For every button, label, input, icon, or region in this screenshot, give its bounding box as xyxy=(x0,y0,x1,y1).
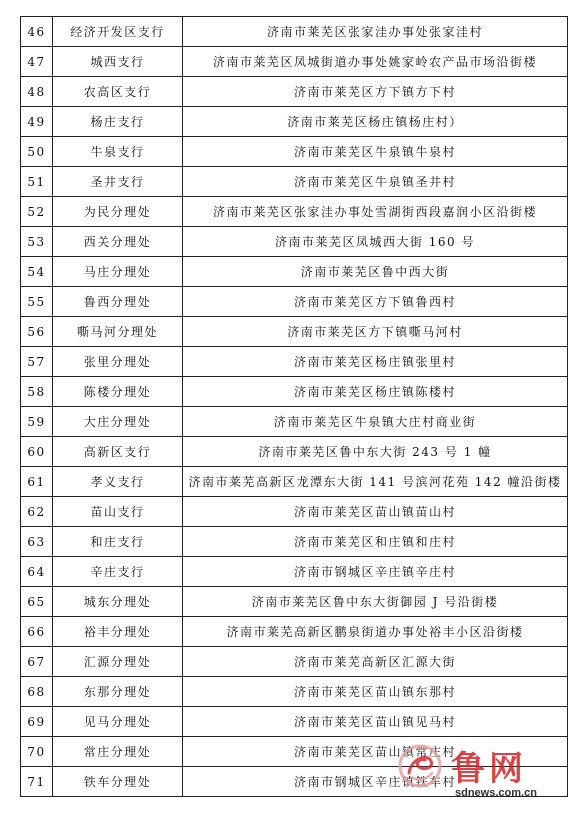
table-row xyxy=(21,167,568,197)
branch-address: 济南市莱芜区鲁中西大街 xyxy=(183,257,568,287)
table-row xyxy=(21,467,568,497)
branch-address: 济南市钢城区辛庄镇辛庄村 xyxy=(183,557,568,587)
table-row xyxy=(21,107,568,137)
branch-address: 济南市莱芜区牛泉镇圣井村 xyxy=(183,167,568,197)
branch-address: 济南市莱芜区杨庄镇杨庄村） xyxy=(183,107,568,137)
row-number: 49 xyxy=(21,107,53,137)
table-row xyxy=(21,437,568,467)
branch-name: 苗山支行 xyxy=(53,497,183,527)
table-row xyxy=(21,557,568,587)
branch-address: 济南市莱芜区苗山镇见马村 xyxy=(183,707,568,737)
row-number: 54 xyxy=(21,257,53,287)
row-number: 57 xyxy=(21,347,53,377)
branch-name: 西关分理处 xyxy=(53,227,183,257)
table-row xyxy=(21,47,568,77)
row-number: 56 xyxy=(21,317,53,347)
branch-name: 城西支行 xyxy=(53,47,183,77)
row-number: 66 xyxy=(21,617,53,647)
branch-address: 济南市莱芜区牛泉镇牛泉村 xyxy=(183,137,568,167)
branch-name: 常庄分理处 xyxy=(53,737,183,767)
branch-name: 东那分理处 xyxy=(53,677,183,707)
branch-address: 济南市莱芜区牛泉镇大庄村商业街 xyxy=(183,407,568,437)
row-number: 50 xyxy=(21,137,53,167)
row-number: 58 xyxy=(21,377,53,407)
row-number: 70 xyxy=(21,737,53,767)
branch-address: 济南市莱芜区凤城西大街 160 号 xyxy=(183,227,568,257)
table-row xyxy=(21,197,568,227)
watermark-url: sdnews.com.cn xyxy=(455,787,537,799)
table-row xyxy=(21,347,568,377)
table-row xyxy=(21,647,568,677)
row-number: 71 xyxy=(21,767,53,797)
table-row xyxy=(21,137,568,167)
branch-name: 辛庄支行 xyxy=(53,557,183,587)
table-row xyxy=(21,587,568,617)
branch-name: 鲁西分理处 xyxy=(53,287,183,317)
branch-name: 农高区支行 xyxy=(53,77,183,107)
row-number: 64 xyxy=(21,557,53,587)
row-number: 62 xyxy=(21,497,53,527)
branch-name: 汇源分理处 xyxy=(53,647,183,677)
table-row xyxy=(21,707,568,737)
row-number: 67 xyxy=(21,647,53,677)
branch-address: 济南市莱芜高新区龙潭东大街 141 号滨河花苑 142 幢沿街楼 xyxy=(183,467,568,497)
branch-address: 济南市莱芜区方下镇嘶马河村 xyxy=(183,317,568,347)
branch-address: 济南市莱芜区杨庄镇张里村 xyxy=(183,347,568,377)
branch-name: 裕丰分理处 xyxy=(53,617,183,647)
branch-name: 孝义支行 xyxy=(53,467,183,497)
table-row xyxy=(21,17,568,47)
row-number: 51 xyxy=(21,167,53,197)
branch-name: 城东分理处 xyxy=(53,587,183,617)
row-number: 53 xyxy=(21,227,53,257)
table-row xyxy=(21,377,568,407)
row-number: 63 xyxy=(21,527,53,557)
row-number: 60 xyxy=(21,437,53,467)
branch-address: 济南市莱芜区方下镇方下村 xyxy=(183,77,568,107)
branch-table xyxy=(20,16,568,797)
branch-name: 陈楼分理处 xyxy=(53,377,183,407)
branch-address: 济南市莱芜区张家洼办事处雪湖街西段嘉润小区沿街楼 xyxy=(183,197,568,227)
branch-address: 济南市莱芜区和庄镇和庄村 xyxy=(183,527,568,557)
table-row xyxy=(21,407,568,437)
branch-address: 济南市莱芜区鲁中东大街御园 J 号沿街楼 xyxy=(183,587,568,617)
row-number: 69 xyxy=(21,707,53,737)
branch-name: 杨庄支行 xyxy=(53,107,183,137)
branch-name: 见马分理处 xyxy=(53,707,183,737)
table-row xyxy=(21,497,568,527)
watermark-text: 鲁网 xyxy=(451,749,527,789)
branch-name: 铁车分理处 xyxy=(53,767,183,797)
row-number: 59 xyxy=(21,407,53,437)
table-row xyxy=(21,677,568,707)
branch-name: 高新区支行 xyxy=(53,437,183,467)
row-number: 68 xyxy=(21,677,53,707)
table-row xyxy=(21,77,568,107)
table-row xyxy=(21,227,568,257)
branch-name: 嘶马河分理处 xyxy=(53,317,183,347)
branch-name: 大庄分理处 xyxy=(53,407,183,437)
branch-address: 济南市莱芜高新区鹏泉街道办事处裕丰小区沿街楼 xyxy=(183,617,568,647)
row-number: 55 xyxy=(21,287,53,317)
branch-name: 为民分理处 xyxy=(53,197,183,227)
branch-address: 济南市莱芜高新区汇源大街 xyxy=(183,647,568,677)
branch-address: 济南市莱芜区苗山镇苗山村 xyxy=(183,497,568,527)
branch-address: 济南市钢城区辛庄镇铁车村 xyxy=(183,767,568,797)
branch-address: 济南市莱芜区张家洼办事处张家洼村 xyxy=(183,17,568,47)
branch-address: 济南市莱芜区方下镇鲁西村 xyxy=(183,287,568,317)
table-row xyxy=(21,287,568,317)
row-number: 47 xyxy=(21,47,53,77)
branch-name: 圣井支行 xyxy=(53,167,183,197)
table-row xyxy=(21,617,568,647)
watermark xyxy=(397,737,572,807)
dragon-logo-icon xyxy=(397,743,443,789)
branch-name: 马庄分理处 xyxy=(53,257,183,287)
branch-name: 和庄支行 xyxy=(53,527,183,557)
branch-name: 牛泉支行 xyxy=(53,137,183,167)
branch-address: 济南市莱芜区苗山镇东那村 xyxy=(183,677,568,707)
table-row xyxy=(21,257,568,287)
branch-address: 济南市莱芜区鲁中东大街 243 号 1 幢 xyxy=(183,437,568,467)
row-number: 61 xyxy=(21,467,53,497)
branch-name: 经济开发区支行 xyxy=(53,17,183,47)
branch-address: 济南市莱芜区苗山镇常庄村 xyxy=(183,737,568,767)
branch-address: 济南市莱芜区杨庄镇陈楼村 xyxy=(183,377,568,407)
table-row xyxy=(21,317,568,347)
row-number: 48 xyxy=(21,77,53,107)
branch-address: 济南市莱芜区凤城街道办事处姚家岭农产品市场沿街楼 xyxy=(183,47,568,77)
row-number: 46 xyxy=(21,17,53,47)
branch-name: 张里分理处 xyxy=(53,347,183,377)
table-row xyxy=(21,527,568,557)
row-number: 52 xyxy=(21,197,53,227)
branch-table-body xyxy=(21,17,568,797)
row-number: 65 xyxy=(21,587,53,617)
